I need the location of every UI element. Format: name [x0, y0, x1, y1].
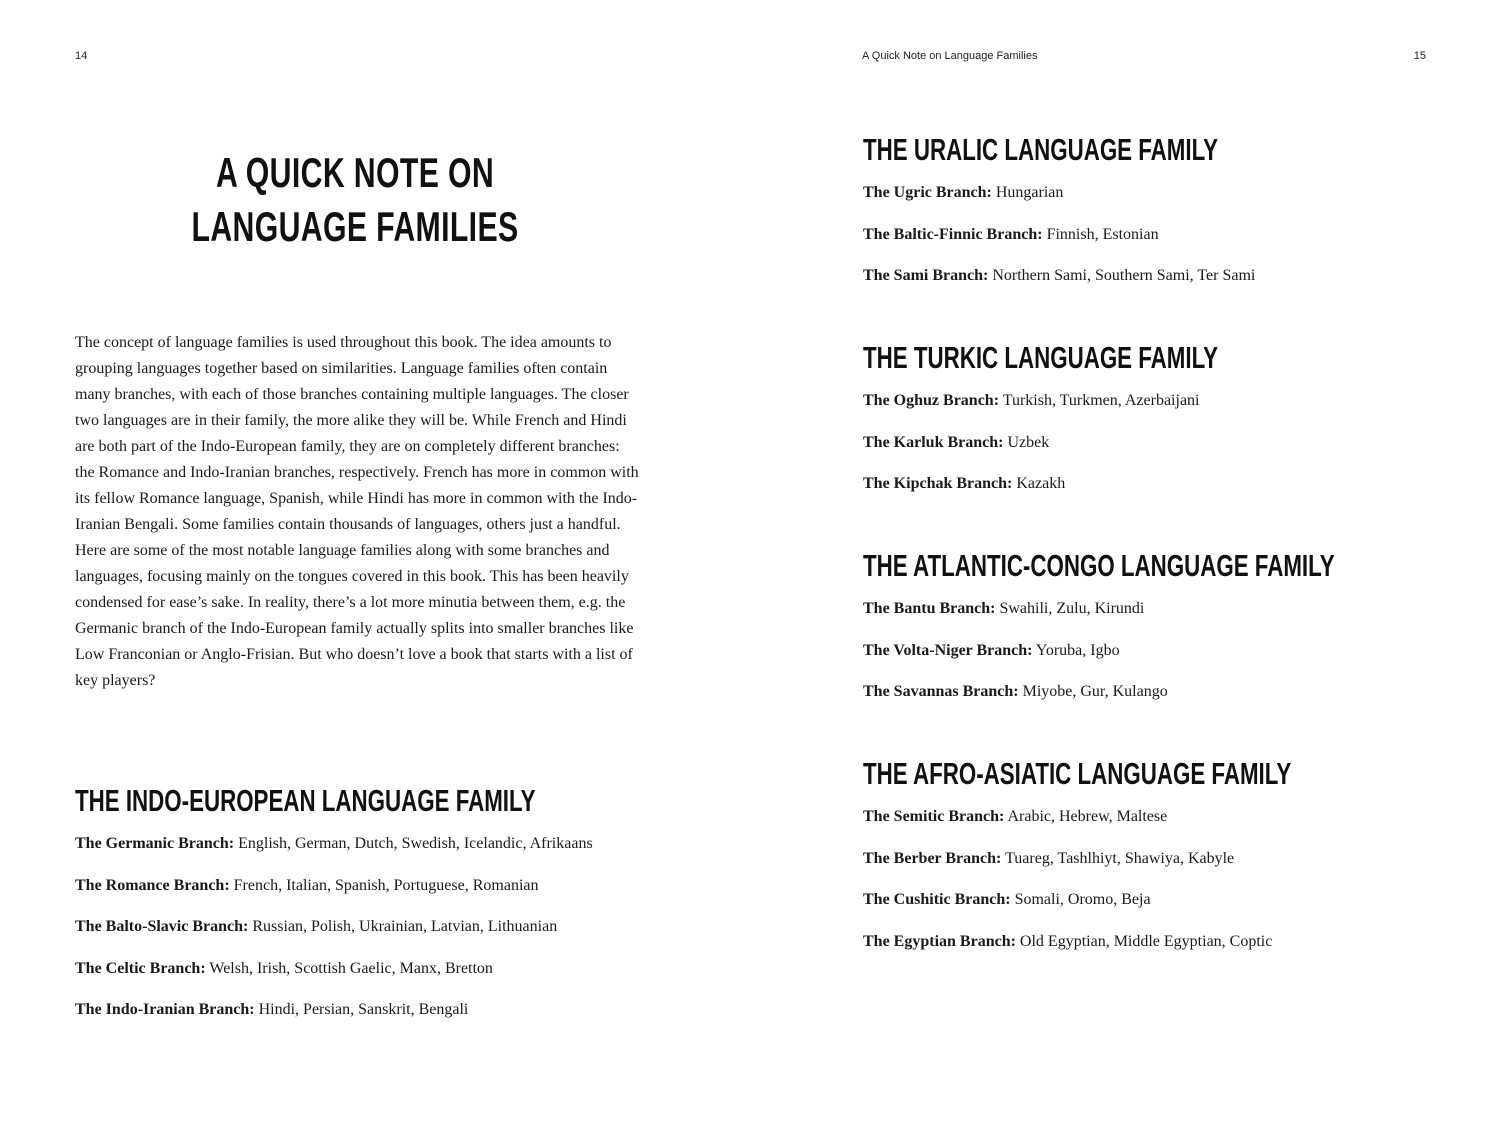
branch-row [863, 183, 1483, 225]
branch-languages: Hungarian [995, 184, 1064, 201]
branch-languages: Uzbek [1007, 433, 1050, 451]
branch-name: The Balto-Slavic Branch: [75, 918, 249, 936]
branch-languages: English, German, Dutch, Swedish, Icelandic, Afrikaans [238, 835, 593, 852]
family-section-atlantic-congo [863, 547, 1483, 724]
branch-languages: Russian, Polish, Ukrainian, Latvian, Lithuanian [252, 918, 558, 936]
branch-row [863, 391, 1483, 433]
branch-languages: Yoruba, Igbo [1035, 641, 1120, 659]
branch-row [863, 932, 1483, 974]
branch-name: The Volta-Niger Branch: [863, 641, 1033, 659]
branch-row [863, 641, 1483, 683]
branch-row [863, 599, 1483, 641]
branch-row [863, 474, 1483, 516]
branch-languages: Finnish, Estonian [1046, 225, 1159, 243]
intro-paragraph: The concept of language families is used throughout this book. The idea amounts to grouping languages together based on similarities. Language families often contain many branches, with each of those branches containing multiple languages. The closer two languages are in their family, the more alike they will be. While French and Hindi are both part of the Indo-European family, they are on completely different branches: the Romance and Indo-Iranian branches, respectively. French has more in common with its fellow Romance language, Spanish, while Hindi has more in common with the Indo-Iranian Bengali. Some families contain thousands of languages, others just a handful. Here are some of the most notable language families along with some branches and languages, focusing mainly on the tongues covered in this book. This has been heavily condensed for ease’s sake. In reality, there’s a lot more minutia between them, e.g. the Germanic branch of the Indo-European family actually splits into smaller branches like Low Franconian or Anglo-Frisian. But who doesn’t love a book that starts with a list of key players? [75, 334, 639, 689]
family-section-turkic [863, 339, 1483, 516]
branch-name: The Karluk Branch: [863, 433, 1004, 451]
branch-languages: Swahili, Zulu, Kirundi [999, 600, 1145, 617]
branch-name: The Sami Branch: [863, 267, 989, 285]
branch-row [75, 876, 695, 918]
family-section-uralic [863, 131, 1483, 308]
branch-name: The Indo-Iranian Branch: [75, 1001, 255, 1019]
branch-name: The Ugric Branch: [863, 184, 992, 201]
family-title: THE ATLANTIC-CONGO LANGUAGE FAMILY [863, 548, 1335, 583]
branch-name: The Savannas Branch: [863, 683, 1019, 701]
branch-row [75, 1000, 695, 1042]
chapter-title-line: LANGUAGE FAMILIES [191, 203, 519, 250]
branch-name: The Kipchak Branch: [863, 475, 1013, 493]
page-number: 15 [1413, 50, 1426, 62]
branch-row [863, 807, 1483, 849]
chapter-title-line: A QUICK NOTE ON [215, 149, 495, 196]
branch-languages: Old Egyptian, Middle Egyptian, Coptic [1019, 932, 1273, 950]
branch-row [75, 834, 695, 876]
branch-languages: Northern Sami, Southern Sami, Ter Sami [992, 267, 1256, 285]
branch-languages: Tuareg, Tashlhiyt, Shawiya, Kabyle [1005, 849, 1235, 867]
branch-name: The Bantu Branch: [863, 600, 996, 617]
branch-row [75, 959, 695, 1001]
family-title: THE AFRO-ASIATIC LANGUAGE FAMILY [863, 756, 1292, 791]
branch-row [863, 890, 1483, 932]
branch-name: The Baltic-Finnic Branch: [863, 225, 1043, 243]
branch-name: The Cushitic Branch: [863, 891, 1011, 909]
branch-languages: Somali, Oromo, Beja [1014, 891, 1151, 909]
family-section-afro-asiatic [863, 755, 1483, 973]
branch-row [863, 433, 1483, 475]
chapter-title [153, 146, 556, 254]
branch-row [863, 682, 1483, 724]
family-title: THE TURKIC LANGUAGE FAMILY [863, 340, 1219, 375]
branch-name: The Romance Branch: [75, 876, 230, 894]
branch-name: The Egyptian Branch: [863, 932, 1016, 950]
family-title: THE URALIC LANGUAGE FAMILY [863, 132, 1219, 167]
branch-languages: French, Italian, Spanish, Portuguese, Romanian [233, 876, 539, 894]
right-page [750, 0, 1500, 1125]
family-section-indo-european [75, 782, 695, 1042]
branch-languages: Arabic, Hebrew, Maltese [1007, 808, 1168, 825]
branch-languages: Kazakh [1016, 475, 1066, 493]
branch-languages: Turkish, Turkmen, Azerbaijani [1002, 392, 1200, 409]
branch-row [863, 225, 1483, 267]
branch-row [863, 849, 1483, 891]
branch-name: The Oghuz Branch: [863, 392, 1000, 409]
running-head: A Quick Note on Language Families [862, 50, 1038, 62]
page-number: 14 [75, 50, 88, 62]
branch-row [75, 917, 695, 959]
branch-languages: Hindi, Persian, Sanskrit, Bengali [258, 1001, 469, 1019]
branch-name: The Berber Branch: [863, 849, 1002, 867]
branch-name: The Celtic Branch: [75, 959, 206, 977]
branch-row [863, 266, 1483, 308]
branch-languages: Miyobe, Gur, Kulango [1022, 683, 1168, 701]
branch-languages: Welsh, Irish, Scottish Gaelic, Manx, Bretton [209, 959, 493, 977]
family-title: THE INDO-EUROPEAN LANGUAGE FAMILY [75, 783, 536, 818]
branch-name: The Germanic Branch: [75, 835, 235, 852]
branch-name: The Semitic Branch: [863, 808, 1005, 825]
